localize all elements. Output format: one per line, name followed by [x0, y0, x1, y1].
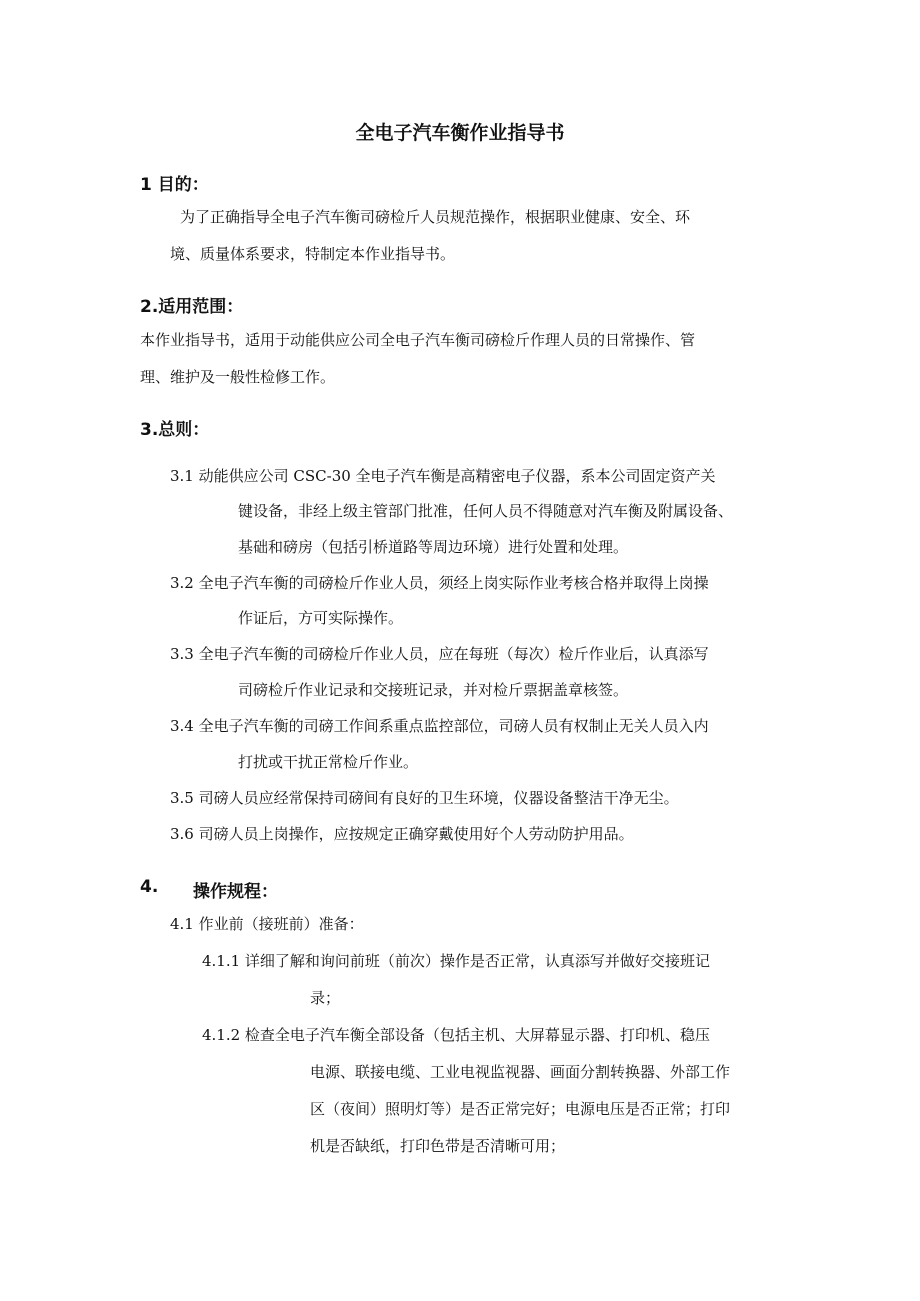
general-item-3-6-line-1: 3.6 司磅人员上岗操作，应按规定正确穿戴使用好个人劳动防护用品。: [170, 825, 634, 843]
general-item-3-1-line-1: 3.1 动能供应公司 CSC-30 全电子汽车衡是高精密电子仪器，系本公司固定资产关: [170, 467, 716, 485]
procedure-item-4-1-2-line-1: 4.1.2 检查全电子汽车衡全部设备（包括主机、大屏幕显示器、打印机、稳压: [202, 1026, 710, 1044]
general-item-3-1-line-2: 键设备，非经上级主管部门批准，任何人员不得随意对汽车衡及附属设备、: [238, 502, 734, 520]
purpose-line-2: 境、质量体系要求，特制定本作业指导书。: [170, 245, 456, 263]
general-item-3-2-line-2: 作证后，方可实际操作。: [238, 609, 404, 627]
general-item-3-3-line-2: 司磅检斤作业记录和交接班记录，并对检斤票据盖章核签。: [238, 681, 629, 699]
procedure-sub-heading: 4.1 作业前（接班前）准备：: [170, 915, 364, 933]
scope-line-2: 理、维护及一般性检修工作。: [140, 368, 336, 386]
general-item-3-4-line-1: 3.4 全电子汽车衡的司磅工作间系重点监控部位，司磅人员有权制止无关人员入内: [170, 717, 709, 735]
section-procedure-heading: 操作规程：: [193, 882, 278, 902]
general-item-3-2-line-1: 3.2 全电子汽车衡的司磅检斤作业人员，须经上岗实际作业考核合格并取得上岗操: [170, 574, 709, 592]
general-item-3-3-line-1: 3.3 全电子汽车衡的司磅检斤作业人员，应在每班（每次）检斤作业后，认真添写: [170, 645, 709, 663]
procedure-item-4-1-2-line-2: 电源、联接电缆、工业电视监视器、画面分割转换器、外部工作: [310, 1063, 731, 1081]
purpose-line-1: 为了正确指导全电子汽车衡司磅检斤人员规范操作，根据职业健康、安全、环: [180, 208, 691, 226]
general-item-3-4-line-2: 打扰或干扰正常检斤作业。: [238, 753, 419, 771]
procedure-item-4-1-1-line-1: 4.1.1 详细了解和询问前班（前次）操作是否正常，认真添写并做好交接班记: [202, 952, 710, 970]
general-item-3-1-line-3: 基础和磅房（包括引桥道路等周边环境）进行处置和处理。: [238, 538, 629, 556]
scope-line-1: 本作业指导书，适用于动能供应公司全电子汽车衡司磅检斤作理人员的日常操作、管: [140, 331, 696, 349]
section-general-heading: 3.总则：: [140, 420, 210, 440]
procedure-item-4-1-1-line-2: 录；: [310, 989, 341, 1007]
procedure-item-4-1-2-line-3: 区（夜间）照明灯等）是否正常完好；电源电压是否正常；打印: [310, 1100, 731, 1118]
general-item-3-5-line-1: 3.5 司磅人员应经常保持司磅间有良好的卫生环境，仪器设备整洁干净无尘。: [170, 789, 679, 807]
section-purpose-heading: 1 目的：: [140, 175, 209, 195]
section-scope-heading: 2.适用范围：: [140, 297, 244, 317]
document-title: 全电子汽车衡作业指导书: [355, 122, 565, 144]
procedure-item-4-1-2-line-4: 机是否缺纸，打印色带是否清晰可用；: [310, 1137, 566, 1155]
section-procedure-number: 4.: [140, 877, 159, 897]
